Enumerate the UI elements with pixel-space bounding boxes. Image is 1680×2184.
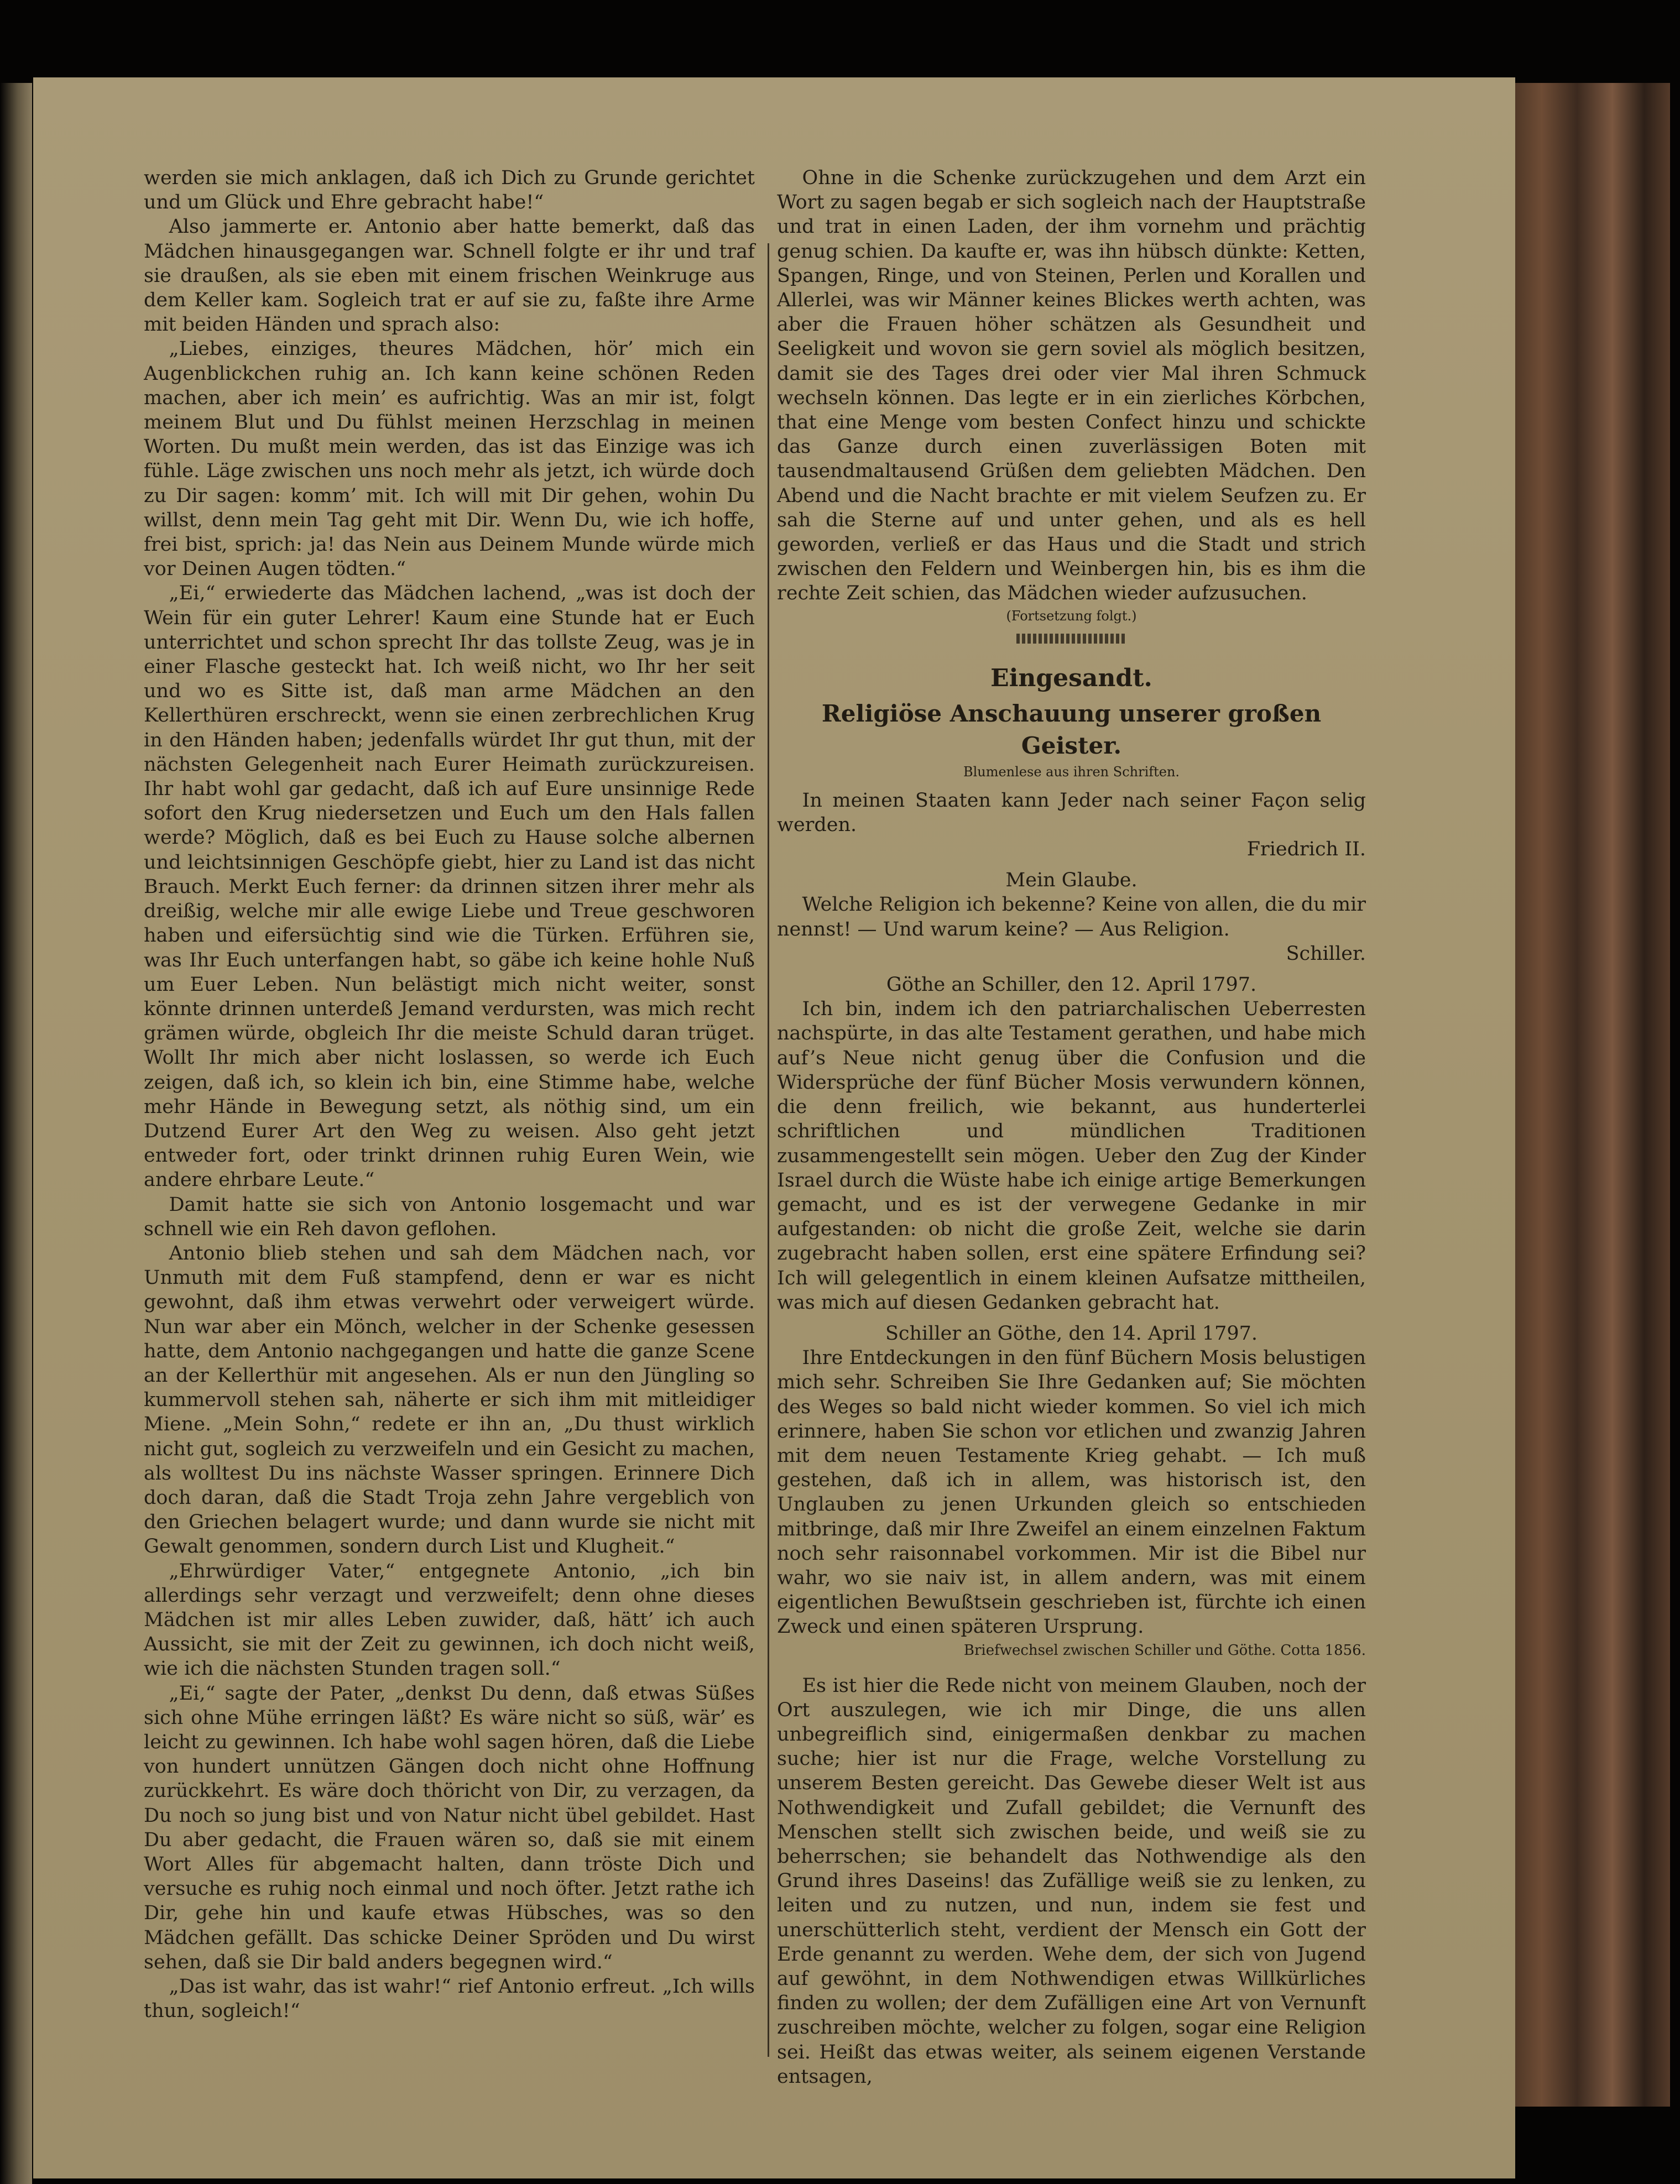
quote-author: Schiller. bbox=[1286, 942, 1366, 965]
story-paragraph: „Ei,“ sagte der Pater, „denkst Du denn, daß etwas Süßes sich ohne Mühe erringen läßt? Es wäre nicht so süß, wär’ es leicht zu gewinnen. Ich habe wohl sagen hören, daß die Liebe von hundert unnützen Gängen doch nicht ohne Hoffnung zurückkehrt. Es wäre doch thöricht von Dir, zu verzagen, da Du noch so jung bist und von Natur nicht übel gebildet. Hast Du aber gedacht, die Frauen wären so, daß sie mit einem Wort Alles für abgemacht halten, dann tröste Dich und versuche es ruhig noch einmal und noch öfter. Jetzt rathe ich Dir, gehe hin und kaufe etwas Hübsches, was so den Mädchen gefällt. Das schicke Deiner Spröden und Du wirst sehen, daß sie Dir bald anders begegnen wird.“ bbox=[144, 1682, 755, 1973]
story-paragraph: werden sie mich anklagen, daß ich Dich zu Grunde gerichtet und um Glück und Ehre gebracht habe!“ bbox=[144, 167, 755, 214]
quote-text: Welche Religion ich bekenne? Keine von allen, die du mir nennst! — Und warum keine? — Aus Religion. bbox=[777, 894, 1366, 941]
quote-text: In meinen Staaten kann Jeder nach seiner Façon selig werden. bbox=[777, 789, 1366, 836]
story-paragraph: Damit hatte sie sich von Antonio losgemacht und war schnell wie ein Reh davon geflohen. bbox=[144, 1193, 755, 1240]
left-column bbox=[144, 166, 755, 2023]
story-paragraph: „Liebes, einziges, theures Mädchen, hör’ mich ein Augenblickchen ruhig an. Ich kann keine schönen Reden machen, aber ich mein’ es aufrichtig. Was an mir ist, folgt meinem Blut und Du fühlst meinen Herzschlag in meinen Worten. Du mußt mein werden, das ist das Einzige was ich fühle. Läge zwischen uns noch mehr als jetzt, ich würde doch zu Dir sagen: komm’ mit. Ich will mit Dir gehen, wohin Du willst, denn mein Tag geht mit Dir. Wenn Du, wie ich hoffe, frei bist, sprich: ja! das Nein aus Deinem Munde würde mich vor Deinen Augen tödten.“ bbox=[144, 338, 755, 581]
letter-text: Ich bin, indem ich den patriarchalischen Ueberresten nachspürte, in das alte Testament gerathen, und habe mich auf’s Neue nicht genug über die Confusion und die Widersprüche der fünf Bücher Mosis verwundern können, die denn freilich, wie bekannt, aus hunderterlei schriftlichen und mündlichen Traditionen zusammengestellt sein mögen. Ueber den Zug der Kinder Israel durch die Wüste habe ich einige artige Bemerkungen gemacht, und es ist der verwegene Gedanke in mir aufgestanden: ob nicht die große Zeit, welche sie darin zugebracht haben sollen, erst eine spätere Erfindung sei? Ich will gelegentlich in einem kleinen Aufsatze mittheilen, was mich auf diesen Gedanken gebracht hat. bbox=[777, 998, 1366, 1314]
story-paragraph: „Ehrwürdiger Vater,“ entgegnete Antonio, „ich bin allerdings sehr verzagt und verzweifelt; denn ohne dieses Mädchen ist mir alles Leben zuwider, daß, hätt’ ich auch Aussicht, sie mit der Zeit zu gewinnen, ich doch nicht weiß, wie ich die nächsten Stunden tragen soll.“ bbox=[144, 1560, 755, 1680]
newspaper-page bbox=[33, 77, 1515, 2178]
closing-paragraph: Es ist hier die Rede nicht von meinem Glauben, noch der Ort auszulegen, wie ich mir Dinge, die uns allen unbegreiflich sind, einigermaßen denkbar zu machen suche; hier ist nur die Frage, welche Vorstellung zu unserem Besten gereicht. Das Gewebe dieser Welt ist aus Nothwendigkeit und Zufall gebildet; die Vernunft des Menschen stellt sich zwischen beide, und weiß sie zu beherrschen; sie behandelt das Nothwendige als den Grund ihres Daseins! das Zufällige weiß sie zu lenken, zu leiten und zu nutzen, und nun, indem sie fest und unerschütterlich steht, verdient der Mensch ein Gott der Erde genannt zu werden. Wehe dem, der sich von Jugend auf gewöhnt, in dem Nothwendigen etwas Willkürliches finden zu wollen; der dem Zufälligen eine Art von Vernunft zuschreiben möchte, welcher zu folgen, sogar eine Religion sei. Heißt das etwas weiter, als seinem eigenen Verstande entsagen, bbox=[777, 1674, 1366, 2088]
decorative-rule bbox=[1016, 634, 1127, 644]
book-cover-edge bbox=[1510, 83, 1670, 2107]
letter-heading: Göthe an Schiller, den 12. April 1797. bbox=[886, 974, 1257, 996]
right-column bbox=[777, 166, 1366, 2089]
column-divider bbox=[768, 243, 769, 2057]
story-paragraph: „Ei,“ erwiederte das Mädchen lachend, „was ist doch der Wein für ein guter Lehrer! Kaum eine Stunde hat er Euch unterrichtet und schon sprecht Ihr das tollste Zeug, was je in einer Flasche gesteckt hat. Ich weiß nicht, wo Ihr her seit und wo es Sitte ist, daß man arme Mädchen an den Kellerthüren erschreckt, wenn sie einen zerbrechlichen Krug in den Händen haben; jedenfalls würdet Ihr gut thun, mit der nächsten Gelegenheit nach Eurer Heimath zurückzureisen. Ihr habt wohl gar gedacht, daß ich auf Eure unsinnige Rede sofort den Krug niedersetzen und Euch um den Hals fallen werde? Möglich, daß es bei Euch zu Hause solche albernen und leichtsinnigen Geschöpfe giebt, hier zu Land ist das nicht Brauch. Merkt Euch ferner: da drinnen sitzen ihrer mehr als dreißig, welche mir alle ewige Liebe und Treue geschworen haben und eifersüchtig sind wie die Türken. Erführen sie, was Ihr Euch unterfangen habt, so gäbe ich keine hohle Nuß um Euer Leben. Nun belästigt mich nicht weiter, sonst könnte drinnen unterdeß Jemand verdursten, was mich recht grämen würde, obgleich Ihr die meiste Schuld daran trüget. Wollt Ihr mich aber nicht loslassen, so werde ich Euch zeigen, daß ich, so klein ich bin, eine Stimme habe, welche mehr Hände in Bewegung setzt, als nöthig sind, um ein Dutzend Eurer Art den Weg zu weisen. Also geht jetzt entweder fort, oder trinkt drinnen ruhig Euren Wein, wie andere ehrbare Leute.“ bbox=[144, 582, 755, 1192]
section-title: Eingesandt. bbox=[990, 663, 1152, 692]
quote-heading: Mein Glaube. bbox=[1005, 869, 1138, 892]
letters-source: Briefwechsel zwischen Schiller und Göthe. Cotta 1856. bbox=[963, 1642, 1366, 1659]
story-paragraph: Antonio blieb stehen und sah dem Mädchen nach, vor Unmuth mit dem Fuß stampfend, denn er war es nicht gewohnt, daß ihm etwas verwehrt oder verweigert würde. Nun war aber ein Mönch, welcher in der Schenke gesessen hatte, dem Antonio nachgegangen und hatte die ganze Scene an der Kellerthür mit angesehen. Als er nun den Jüngling so kummervoll stehen sah, näherte er sich ihm mit mitleidiger Miene. „Mein Sohn,“ redete er ihn an, „Du thust wirklich nicht gut, sogleich zu verzweifeln und ein Gesicht zu machen, als wolltest Du ins nächste Wasser springen. Erinnere Dich doch daran, daß die Stadt Troja zehn Jahre vergeblich von den Griechen belagert wurde; und dann wurde sie nicht mit Gewalt genommen, sondern durch List und Klugheit.“ bbox=[144, 1242, 755, 1558]
facing-page-edge bbox=[0, 83, 32, 2184]
letter-heading: Schiller an Göthe, den 14. April 1797. bbox=[885, 1322, 1258, 1345]
continuation-note: (Fortsetzung folgt.) bbox=[1006, 608, 1137, 624]
quote-author: Friedrich II. bbox=[1246, 838, 1366, 861]
story-paragraph: Also jammerte er. Antonio aber hatte bemerkt, daß das Mädchen hinausgegangen war. Schnell folgte er ihr und traf sie draußen, als sie eben mit einem frischen Weinkruge aus dem Keller kam. Sogleich trat er auf sie zu, faßte ihre Arme mit beiden Händen und sprach also: bbox=[144, 216, 755, 336]
story-paragraph: „Das ist wahr, das ist wahr!“ rief Antonio erfreut. „Ich wills thun, sogleich!“ bbox=[144, 1976, 755, 2023]
letter-text: Ihre Entdeckungen in den fünf Büchern Mosis belustigen mich sehr. Schreiben Sie Ihre Gedanken auf; Sie möchten des Weges so bald nicht wieder kommen. So viel ich mich erinnere, haben Sie schon vor etlichen und zwanzig Jahren mit dem neuen Testamente Krieg gehabt. — Ich muß gestehen, daß ich in allem, was historisch ist, den Unglauben zu jenen Urkunden gleich so entschieden mitbringe, daß mir Ihre Zweifel an einem einzelnen Faktum noch sehr raisonnabel vorkommen. Mir ist die Bibel nur wahr, wo sie naiv ist, in allem andern, was mit einem eigentlichen Bewußtsein geschrieben ist, fürchte ich einen Zweck und einen späteren Ursprung. bbox=[777, 1347, 1366, 1638]
story-paragraph: Ohne in die Schenke zurückzugehen und dem Arzt ein Wort zu sagen begab er sich sogleich nach der Hauptstraße und trat in einen Laden, der ihm vornehm und prächtig genug schien. Da kaufte er, was ihn hübsch dünkte: Ketten, Spangen, Ringe, und von Steinen, Perlen und Korallen und Allerlei, was wir Männer keines Blickes werth achten, was aber die Frauen höher schätzen als Gesundheit und Seeligkeit und wovon sie gern soviel als möglich besitzen, damit sie des Tages drei oder vier Mal ihren Schmuck wechseln können. Das legte er in ein zierliches Körbchen, that eine Menge vom besten Confect hinzu und schickte das Ganze durch einen zuverlässigen Boten mit tausendmaltausend Grüßen dem geliebten Mädchen. Den Abend und die Nacht brachte er mit vielem Seufzen zu. Er sah die Sterne auf und unter gehen, und als es hell geworden, verließ er das Haus und die Stadt und strich zwischen den Feldern und Weinbergen hin, bis es ihm die rechte Zeit schien, das Mädchen wieder aufzusuchen. bbox=[777, 167, 1366, 605]
article-subtitle: Blumenlese aus ihren Schriften. bbox=[963, 764, 1180, 780]
article-title: Religiöse Anschauung unserer großen Geister. bbox=[821, 699, 1322, 759]
